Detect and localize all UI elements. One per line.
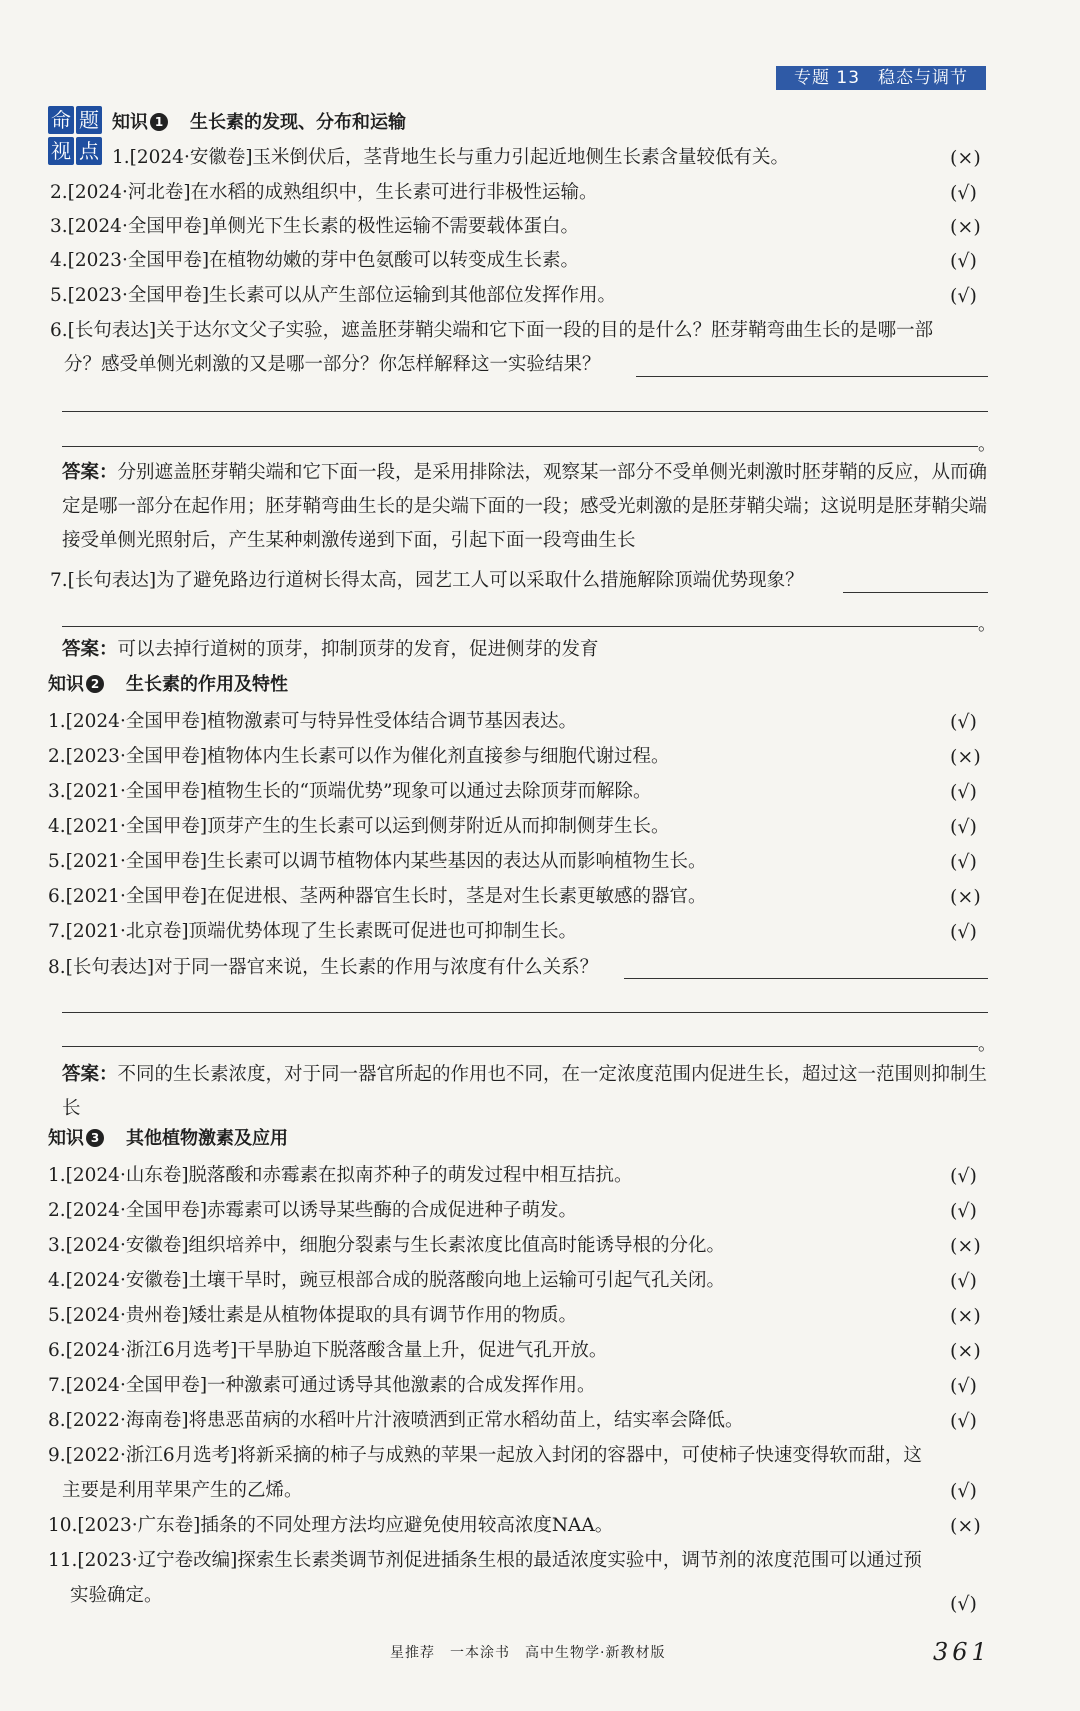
answer-blank-line (624, 978, 988, 979)
question-line: 7.[2021·北京卷]顶端优势体现了生长素既可促进也可抑制生长。 (48, 921, 578, 942)
question-line: 5.[2024·贵州卷]矮壮素是从植物体提取的具有调节作用的物质。 (48, 1305, 578, 1326)
section-number: 2 (86, 675, 104, 693)
answer-mark: (√) (950, 781, 977, 803)
answer-mark: (√) (950, 182, 977, 204)
page-footer (0, 1638, 1080, 1668)
answer-label: 答案： (62, 639, 118, 660)
question-line: 分？感受单侧光刺激的又是哪一部分？你怎样解释这一实验结果？ (64, 354, 601, 375)
question-line: 8.[2022·海南卷]将患恶苗病的水稻叶片汁液喷洒到正常水稻幼苗上，结实率会降低。 (48, 1410, 744, 1431)
answer-mark: (√) (950, 816, 977, 838)
section-label: 知识 (48, 674, 84, 695)
question-line: 2.[2024·河北卷]在水稻的成熟组织中，生长素可进行非极性运输。 (50, 182, 598, 203)
question-line: 8.[长句表达]对于同一器官来说，生长素的作用与浓度有什么关系？ (48, 957, 599, 978)
answer-label: 答案： (62, 1064, 118, 1085)
answer-mark: (√) (950, 285, 977, 307)
answer-mark: (×) (950, 216, 981, 238)
question-line: 7.[长句表达]为了避免路边行道树长得太高，园艺工人可以采取什么措施解除顶端优势现象？ (50, 570, 804, 591)
section-number: 1 (150, 113, 168, 131)
answer-mark: (√) (950, 1375, 977, 1397)
answer-mark: (√) (950, 250, 977, 272)
question-line: 2.[2023·全国甲卷]植物体内生长素可以作为催化剂直接参与细胞代谢过程。 (48, 746, 670, 767)
question-line: 1.[2024·山东卷]脱落酸和赤霉素在拟南芥种子的萌发过程中相互拮抗。 (48, 1165, 633, 1186)
period-mark: 。 (978, 1034, 996, 1055)
topic-header-tag: 专题 13 稳态与调节 (776, 66, 986, 90)
answer-block (62, 1058, 992, 1126)
answer-mark: (√) (950, 1200, 977, 1222)
answer-mark: (×) (950, 1235, 981, 1257)
section-number: 3 (86, 1129, 104, 1147)
question-line: 3.[2024·全国甲卷]单侧光下生长素的极性运输不需要载体蛋白。 (50, 216, 580, 237)
period-mark: 。 (978, 434, 996, 455)
answer-block (62, 456, 992, 558)
question-line: 4.[2023·全国甲卷]在植物幼嫩的芽中色氨酸可以转变成生长素。 (50, 250, 580, 271)
question-line: 6.[长句表达]关于达尔文父子实验，遮盖胚芽鞘尖端和它下面一段的目的是什么？胚芽鞘弯曲生长的是哪一部 (50, 320, 934, 341)
section-heading-1 (112, 108, 406, 134)
question-line: 5.[2021·全国甲卷]生长素可以调节植物体内某些基因的表达从而影响植物生长。 (48, 851, 707, 872)
section-title: 生长素的发现、分布和运输 (190, 112, 406, 133)
answer-blank-line (636, 376, 988, 377)
answer-mark: (×) (950, 1305, 981, 1327)
answer-mark: (√) (950, 711, 977, 733)
section-label: 知识 (48, 1128, 84, 1149)
footer-book-title: 星推荐 一本涂书 高中生物学·新教材版 (390, 1645, 666, 1661)
answer-mark: (√) (950, 1410, 977, 1432)
badge-char: 题 (76, 106, 102, 134)
section-title: 其他植物激素及应用 (126, 1128, 288, 1149)
question-line: 1.[2024·安徽卷]玉米倒伏后，茎背地生长与重力引起近地侧生长素含量较低有关。 (112, 147, 790, 168)
section-title: 生长素的作用及特性 (126, 674, 288, 695)
question-line: 2.[2024·全国甲卷]赤霉素可以诱导某些酶的合成促进种子萌发。 (48, 1200, 578, 1221)
page-number: 361 (933, 1638, 991, 1666)
answer-blank-line (62, 1046, 978, 1047)
question-line: 6.[2024·浙江6月选考]干旱胁迫下脱落酸含量上升，促进气孔开放。 (48, 1340, 608, 1361)
badge-char: 视 (48, 137, 74, 165)
answer-mark: (×) (950, 147, 981, 169)
answer-blank-line (62, 626, 978, 627)
answer-block (62, 633, 992, 667)
answer-blank-line (62, 1012, 988, 1013)
answer-text: 分别遮盖胚芽鞘尖端和它下面一段，是采用排除法，观察某一部分不受单侧光刺激时胚芽鞘的反应，从而确定是哪一部分在起作用；胚芽鞘弯曲生长的是尖端下面的一段；感受光刺激的是胚芽鞘尖端；这说明是胚芽鞘尖端接受单侧光照射后，产生某种刺激传递到下面，引起下面一段弯曲生长 (62, 462, 988, 551)
mingti-shidian-badge (48, 106, 104, 168)
answer-text: 不同的生长素浓度，对于同一器官所起的作用也不同，在一定浓度范围内促进生长，超过这一范围则抑制生长 (62, 1064, 988, 1119)
answer-mark: (√) (950, 1270, 977, 1292)
answer-mark: (√) (950, 1593, 977, 1615)
question-line: 3.[2024·安徽卷]组织培养中，细胞分裂素与生长素浓度比值高时能诱导根的分化。 (48, 1235, 726, 1256)
answer-blank-line (62, 411, 988, 412)
question-line: 5.[2023·全国甲卷]生长素可以从产生部位运输到其他部位发挥作用。 (50, 285, 617, 306)
answer-mark: (×) (950, 1515, 981, 1537)
question-line: 主要是利用苹果产生的乙烯。 (62, 1480, 303, 1501)
answer-blank-line (843, 592, 988, 593)
answer-label: 答案： (62, 462, 118, 483)
question-line: 4.[2024·安徽卷]土壤干旱时，豌豆根部合成的脱落酸向地上运输可引起气孔关闭。 (48, 1270, 726, 1291)
period-mark: 。 (978, 614, 996, 635)
answer-mark: (√) (950, 1165, 977, 1187)
section-label: 知识 (112, 112, 148, 133)
question-line: 3.[2021·全国甲卷]植物生长的“顶端优势”现象可以通过去除顶芽而解除。 (48, 781, 652, 802)
badge-char: 命 (48, 106, 74, 134)
question-line: 9.[2022·浙江6月选考]将新采摘的柿子与成熟的苹果一起放入封闭的容器中，可使柿子快速变得软而甜，这 (48, 1445, 922, 1466)
answer-mark: (√) (950, 1480, 977, 1502)
answer-mark: (√) (950, 921, 977, 943)
question-line: 4.[2021·全国甲卷]顶芽产生的生长素可以运到侧芽附近从而抑制侧芽生长。 (48, 816, 670, 837)
question-line: 6.[2021·全国甲卷]在促进根、茎两种器官生长时，茎是对生长素更敏感的器官。 (48, 886, 707, 907)
question-line: 1.[2024·全国甲卷]植物激素可与特异性受体结合调节基因表达。 (48, 711, 578, 732)
question-line: 10.[2023·广东卷]插条的不同处理方法均应避免使用较高浓度NAA。 (48, 1515, 614, 1536)
answer-blank-line (62, 446, 978, 447)
answer-mark: (×) (950, 886, 981, 908)
section-heading-3 (48, 1124, 288, 1150)
question-line: 7.[2024·全国甲卷]一种激素可通过诱导其他激素的合成发挥作用。 (48, 1375, 596, 1396)
answer-mark: (√) (950, 851, 977, 873)
answer-text: 可以去掉行道树的顶芽，抑制顶芽的发育，促进侧芽的发育 (117, 639, 599, 660)
answer-mark: (×) (950, 1340, 981, 1362)
answer-mark: (×) (950, 746, 981, 768)
question-line: 实验确定。 (70, 1585, 163, 1606)
section-heading-2 (48, 670, 288, 696)
badge-char: 点 (76, 137, 102, 165)
question-line: 11.[2023·辽宁卷改编]探索生长素类调节剂促进插条生根的最适浓度实验中，调节剂的浓度范围可以通过预 (48, 1550, 922, 1571)
